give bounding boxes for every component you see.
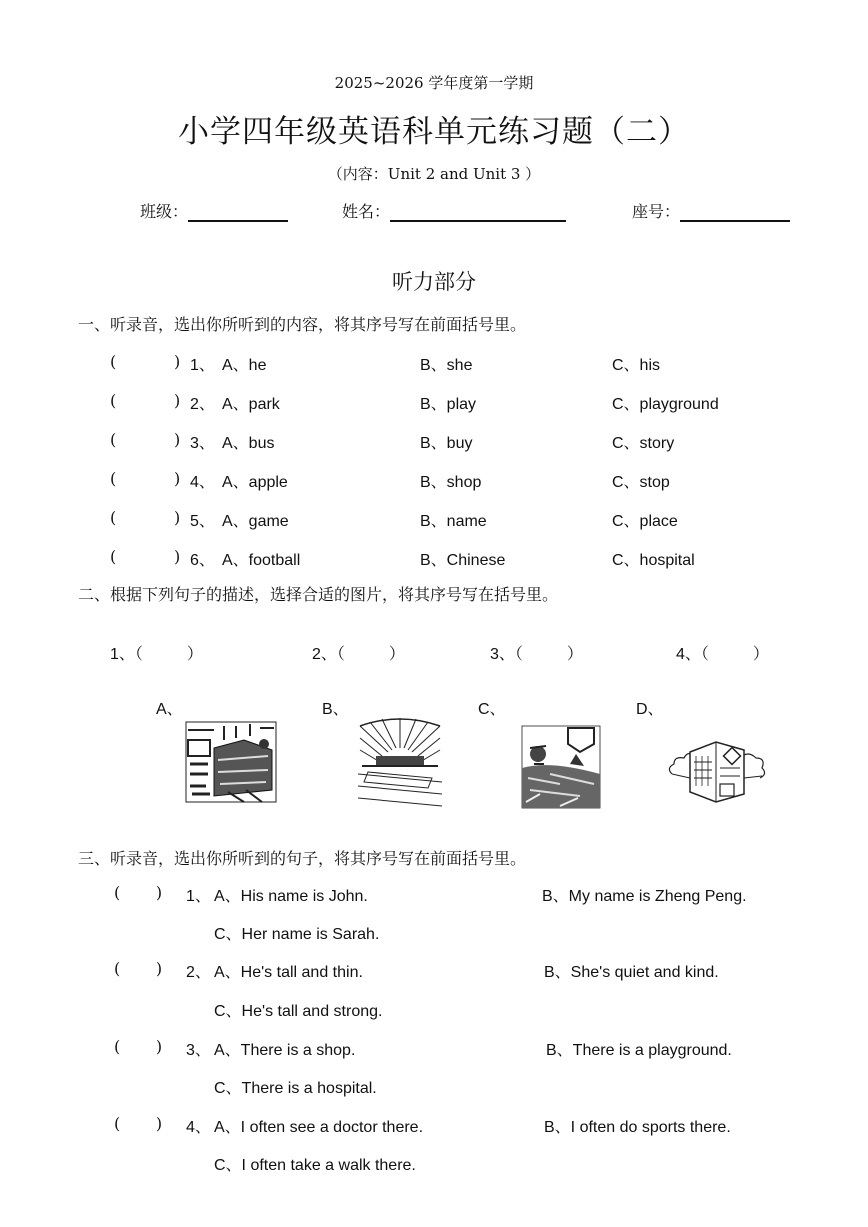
item-number: 1、 [186,888,211,905]
option-c: C、Her name is Sarah. [214,926,380,943]
blank-label: 4、（ [676,646,709,663]
blank-label: 2、（ [312,646,345,663]
option-a: A、he [222,357,267,374]
bracket-close: ) [174,352,181,371]
item-number: 4、 [190,474,215,491]
answer-bracket[interactable]: ( ) [114,959,163,978]
item-number: 2、 [186,964,211,981]
school-year: 2025~2026 学年度第一学期 [334,74,534,92]
item-number: 2、 [190,396,215,413]
option-b: B、play [420,396,477,413]
option-a: A、bus [222,435,275,452]
answer-bracket[interactable]: ( [110,430,117,449]
option-b: B、Chinese [420,552,506,569]
answer-bracket[interactable]: ( ) [114,1114,163,1133]
answer-bracket[interactable]: ( [110,469,117,488]
option-b: B、I often do sports there. [544,1119,731,1136]
part3-heading: 三、听录音，选出你所听到的句子，将其序号写在前面括号里。 [78,849,527,868]
seat-field[interactable] [632,199,790,222]
option-c: C、He's tall and strong. [214,1003,383,1020]
item-number: 3、 [186,1042,211,1059]
content-scope: （内容：Unit 2 and Unit 3 ） [327,165,541,183]
park-icon [520,724,602,810]
name-blank[interactable] [390,204,566,222]
page-title: 小学四年级英语科单元练习题（二） [178,114,690,150]
bracket-close: ) [174,430,181,449]
class-blank[interactable] [188,204,288,222]
seat-label: 座号： [632,202,681,221]
blank-4[interactable]: 4、（ ） [676,646,769,663]
item-number: 6、 [190,552,215,569]
picture-label-b: B、 [322,701,349,718]
blank-1[interactable]: 1、（ ） [110,646,203,663]
option-b: B、She's quiet and kind. [544,964,719,981]
option-a: A、I often see a doctor there. [214,1119,424,1136]
seat-blank[interactable] [680,204,790,222]
option-a: A、There is a shop. [214,1042,356,1059]
option-c: C、place [612,513,678,530]
option-c: C、I often take a walk there. [214,1157,416,1174]
part2-heading: 二、根据下列句子的描述，选择合适的图片，将其序号写在括号里。 [78,585,559,604]
option-c: C、There is a hospital. [214,1080,377,1097]
option-a: A、park [222,396,280,413]
option-b: B、buy [420,435,473,452]
picture-label-a: A、 [156,701,183,718]
answer-bracket[interactable]: ( ) [114,1037,163,1056]
item-number: 3、 [190,435,215,452]
answer-bracket[interactable]: ( [110,508,117,527]
item-number: 1、 [190,357,215,374]
option-c: C、stop [612,474,670,491]
answer-bracket[interactable]: ( [110,352,117,371]
option-a: A、apple [222,474,288,491]
class-field[interactable] [140,199,288,222]
option-b: B、name [420,513,487,530]
option-b: B、My name is Zheng Peng. [542,888,747,905]
bracket-close: ) [174,547,181,566]
option-c: C、his [612,357,661,374]
option-b: B、There is a playground. [546,1042,732,1059]
picture-label-c: C、 [478,701,506,718]
answer-bracket[interactable]: ( [110,391,117,410]
blank-label: 1、（ [110,646,143,663]
class-label: 班级： [140,202,189,221]
option-c: C、hospital [612,552,695,569]
option-a: A、game [222,513,289,530]
picture-label-d: D、 [636,701,664,718]
bracket-close: ) [174,391,181,410]
bracket-close: ) [174,508,181,527]
item-number: 4、 [186,1119,211,1136]
option-a: A、football [222,552,301,569]
option-b: B、shop [420,474,482,491]
answer-bracket[interactable]: ( ) [114,883,163,902]
blank-3[interactable]: 3、（ ） [490,646,583,663]
listening-section-title: 听力部分 [392,270,476,294]
answer-bracket[interactable]: ( [110,547,117,566]
name-field[interactable] [342,199,566,222]
option-a: A、His name is John. [214,888,368,905]
option-c: C、story [612,435,675,452]
option-b: B、she [420,357,473,374]
option-c: C、playground [612,396,719,413]
blank-2[interactable]: 2、（ ） [312,646,405,663]
item-number: 5、 [190,513,215,530]
bracket-close: ) [174,469,181,488]
option-a: A、He's tall and thin. [214,964,363,981]
name-label: 姓名： [342,202,391,221]
blank-label: 3、（ [490,646,523,663]
part1-heading: 一、听录音，选出你所听到的内容，将其序号写在前面括号里。 [78,315,527,334]
street-shops-icon [184,720,278,804]
hospital-building-icon [666,734,768,804]
indoor-gym-icon [358,716,442,808]
